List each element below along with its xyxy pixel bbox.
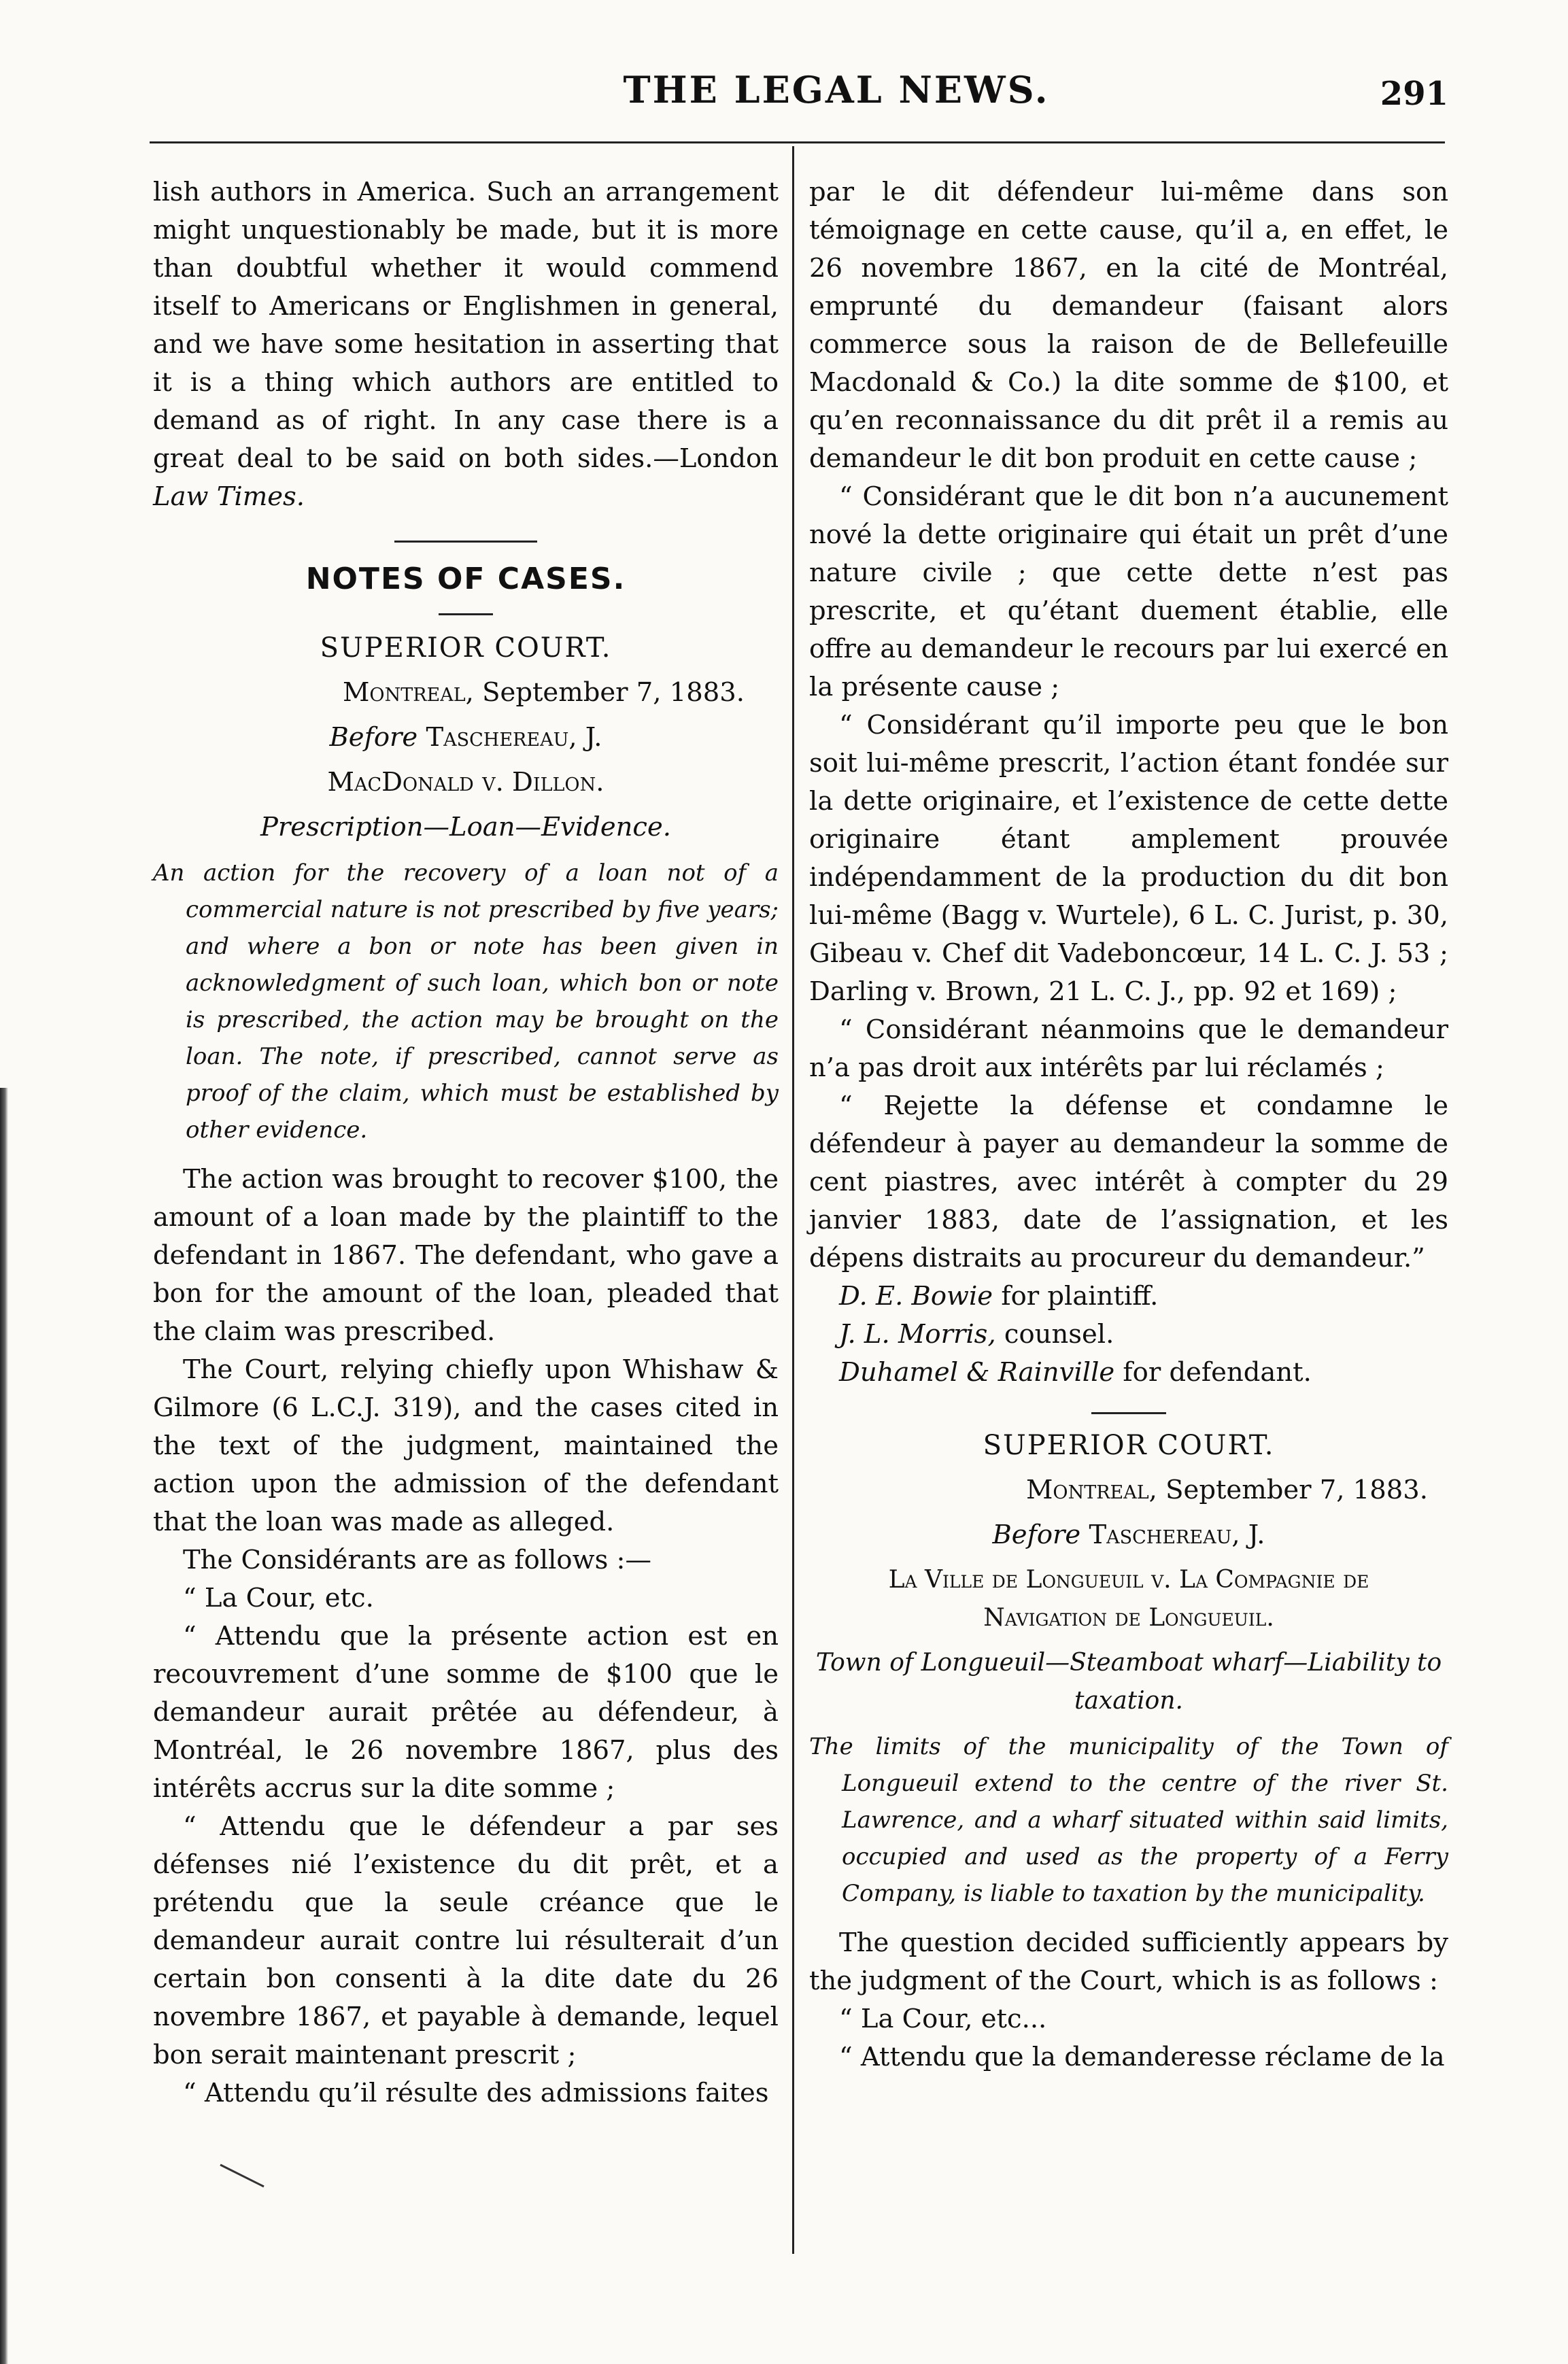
page-number: 291 [1380,75,1448,113]
body-paragraph: “ Attendu que la demanderesse réclame de la [839,2042,1445,2072]
page-edge-shadow [0,1088,8,2364]
body-paragraph: “ Attendu que le défendeur a par ses défenses nié l’existence du dit prêt, et a prétendu que la seule créance que le demandeur aurait contre lui résulterait d’un certain bon consenti à la dite date du 26 novembre 1867, et payable à demande, lequel bon serait maintenant prescrit ; [153,1811,779,2070]
counsel-line: D. E. Bowie for plaintiff. [839,1281,1159,1312]
case-subject: Town of Longueuil—Steamboat wharf—Liability to taxation. [815,1649,1442,1715]
body-paragraph: The action was brought to recover $100, the amount of a loan made by the plaintiff to the defendant in 1867. The defendant, who gave a bon for the amount of the loan, pleaded that the claim was prescribed. [153,1164,779,1347]
body-paragraph: “ La Cour, etc. [183,1583,374,1613]
body-paragraph: “ Attendu que la présente action est en recouvrement d’une somme de $100 que le demandeur aurait prêtée au défendeur, à Montréal, le 26 novembre 1867, plus des intérêts accrus sur la dite somme ; [153,1621,779,1804]
header-rule [150,141,1445,143]
left-column [153,173,779,2112]
case-date: Montreal, September 7, 1883. [1026,1475,1428,1505]
body-paragraph: “ Attendu qu’il résulte des admissions faites [183,2078,769,2108]
body-paragraph: “ La Cour, etc... [839,2004,1047,2034]
body-paragraph: The Court, relying chiefly upon Whishaw & Gilmore (6 L.C.J. 319), and the cases cited in the text of the judgment, maintained the action upon the admission of the defendant that the loan was made as alleged. [153,1354,779,1537]
journal-title: THE LEGAL NEWS. [623,68,1050,112]
counsel-line: J. L. Morris, counsel. [839,1319,1114,1350]
page-header [156,68,1448,129]
case-headnote: An action for the recovery of a loan not of a commercial nature is not prescribed by five years; and where a bon or note has been given in acknowledgment of such loan, which bon or note is prescribed, the action may be brought on the loan. The note, if prescribed, cannot serve as proof of the claim, which must be established by other evidence. [153,859,779,1144]
section-rule [1091,1412,1166,1414]
body-paragraph: The Considérants are as follows :— [183,1545,652,1575]
right-column [809,173,1448,2076]
body-paragraph: “ Considérant que le dit bon n’a aucunement nové la dette originaire qui était un prêt d’une nature civile ; que cette dette n’est pas prescrite, et qu’étant duement établie, elle offre au demandeur le recours par lui exercé en la présente cause ; [809,481,1448,702]
case-date: Montreal, September 7, 1883. [343,677,745,708]
court-name: SUPERIOR COURT. [320,632,612,664]
body-paragraph: “ Rejette la défense et condamne le défendeur à payer au demandeur la somme de cent piastres, avec intérêt à compter du 29 janvier 1883, date de l’assignation, et les dépens distraits au procureur du demandeur.” [809,1091,1448,1273]
title-rule [439,613,493,615]
case-name: MacDonald v. Dillon. [327,767,604,798]
case-judge: Before Taschereau, J. [329,722,602,753]
pen-stroke-mark [219,2162,267,2189]
section-rule [394,541,537,543]
section-title: NOTES OF CASES. [305,562,626,596]
body-paragraph: “ Considérant qu’il importe peu que le bon soit lui-même prescrit, l’action étant fondée sur la dette originaire, et l’existence de cette dette originaire étant amplement prouvée indépendamment de la production du dit bon lui-même (Bagg v. Wurtele), 6 L. C. Jurist, p. 30, Gibeau v. Chef dit Vadeboncœur, 14 L. C. J. 53 ; Darling v. Brown, 21 L. C. J., pp. 92 et 169) ; [809,710,1448,1007]
counsel-line: Duhamel & Rainville for defendant. [839,1357,1312,1388]
case-judge: Before Taschereau, J. [992,1520,1265,1550]
case-name: Navigation de Longueuil. [983,1604,1274,1632]
body-paragraph: The question decided sufficiently appears by the judgment of the Court, which is as follows : [809,1928,1448,1996]
court-name: SUPERIOR COURT. [983,1430,1275,1461]
body-paragraph: par le dit défendeur lui-même dans son témoignage en cette cause, qu’il a, en effet, le 26 novembre 1867, en la cité de Montréal, emprunté du demandeur (faisant alors commerce sous la raison de de Bellefeuille Macdonald & Co.) la dite somme de $100, et qu’en reconnaissance du dit prêt il a remis au demandeur le dit bon produit en cette cause ; [809,177,1448,474]
column-divider [792,146,794,2254]
continuation-paragraph: lish authors in America. Such an arrangement might unquestionably be made, but it is more than doubtful whether it would commend itself to Americans or Englishmen in general, and we have some hesitation in asserting that it is a thing which authors are entitled to demand as of right. In any case there is a great deal to be said on both sides.—London Law Times. [153,177,779,512]
case-name: La Ville de Longueuil v. La Compagnie de [888,1566,1369,1594]
case-headnote: The limits of the municipality of the Town of Longueuil extend to the centre of the river St. Lawrence, and a wharf situated within said limits, occupied and used as the property of a Ferry Company, is liable to taxation by the municipality. [809,1733,1448,1907]
case-subject: Prescription—Loan—Evidence. [260,812,671,842]
body-paragraph: “ Considérant néanmoins que le demandeur n’a pas droit aux intérêts par lui réclamés ; [809,1014,1448,1083]
